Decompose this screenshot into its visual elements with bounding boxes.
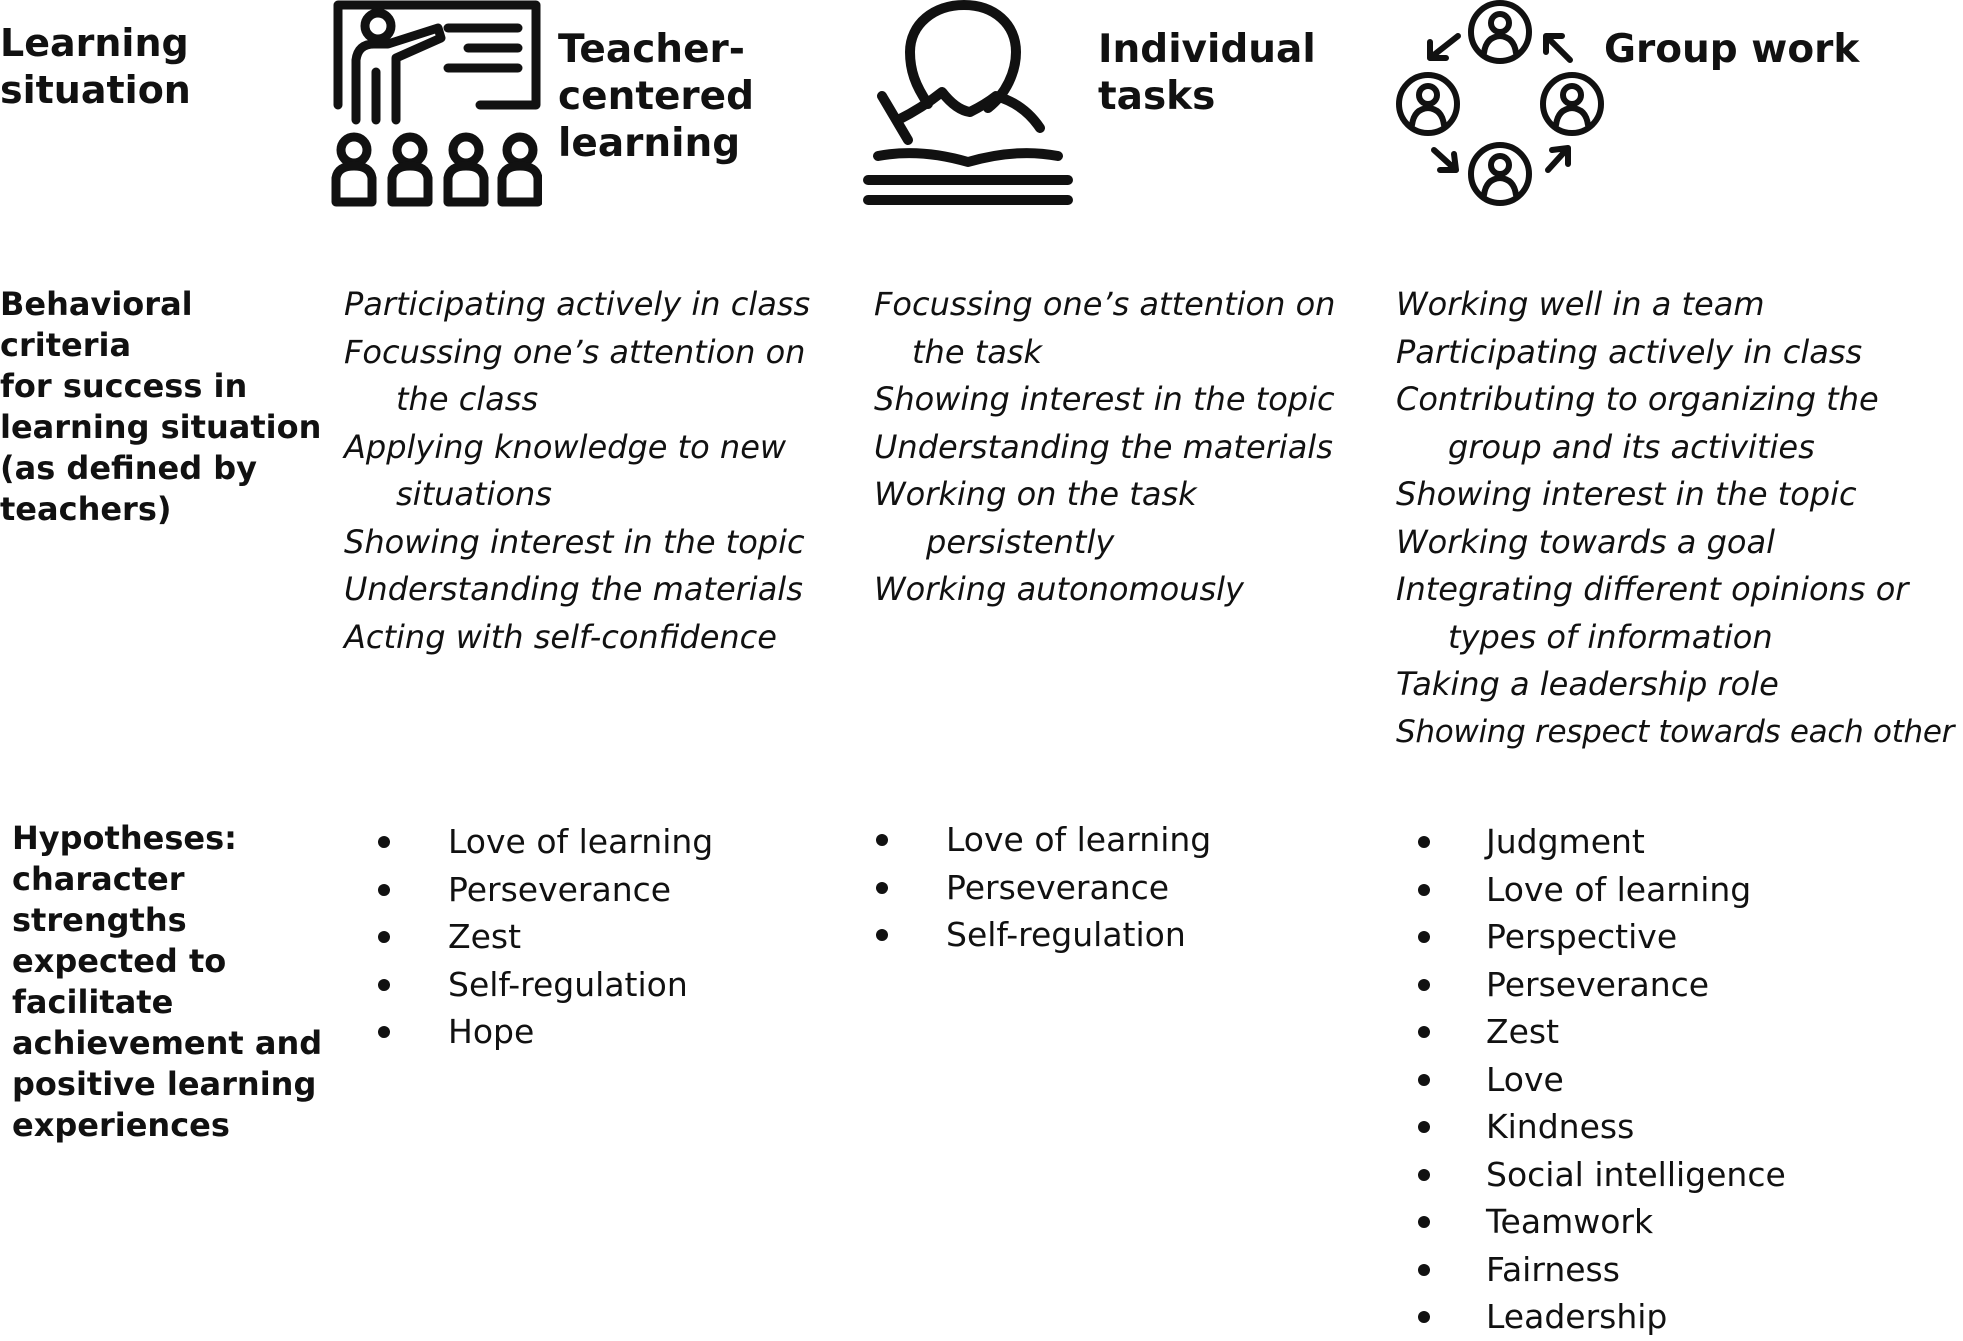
criterion-item: Showing interest in the topic bbox=[1396, 475, 1857, 513]
criterion-item-continued: types of information bbox=[1448, 617, 1773, 656]
strength-label: Zest bbox=[448, 917, 522, 956]
column-heading-line: learning bbox=[558, 121, 741, 166]
row-label-learning-situation bbox=[0, 20, 330, 114]
bullet-icon bbox=[378, 836, 390, 848]
strength-label: Teamwork bbox=[1486, 1202, 1654, 1241]
bullet-icon bbox=[876, 882, 888, 894]
column-heading-individual-tasks bbox=[1098, 26, 1316, 120]
column-heading-line: Individual bbox=[1098, 27, 1316, 72]
row-label-line: learning situation bbox=[0, 408, 322, 446]
row-label-line: for success in bbox=[0, 367, 248, 405]
bullet-icon bbox=[1418, 1026, 1430, 1038]
teacher-classroom-icon bbox=[330, 0, 542, 210]
strength-label: Perspective bbox=[1486, 917, 1678, 956]
column-heading-line: Group work bbox=[1604, 27, 1860, 72]
person-reading-icon bbox=[860, 0, 1076, 210]
criterion-item: Applying knowledge to new bbox=[344, 427, 787, 466]
row-label-line: Behavioral criteria bbox=[0, 285, 193, 364]
criterion-item: Working towards a goal bbox=[1396, 522, 1775, 561]
column-heading-line: tasks bbox=[1098, 74, 1216, 119]
strength-label: Self-regulation bbox=[946, 915, 1186, 954]
bullet-icon bbox=[1418, 1121, 1430, 1133]
column-heading-line: Teacher- bbox=[558, 27, 745, 72]
row-label-line: situation bbox=[0, 68, 191, 112]
row-label-line: Learning bbox=[0, 21, 189, 65]
column-heading-teacher-centered bbox=[558, 26, 754, 167]
strength-label: Kindness bbox=[1486, 1107, 1635, 1146]
row-label-line: expected to bbox=[12, 942, 227, 980]
criterion-item: Showing interest in the topic bbox=[874, 380, 1335, 418]
criteria-list-individual-tasks bbox=[874, 281, 1335, 614]
group-cycle-arrow-icon bbox=[1536, 22, 1586, 72]
strength-label: Social intelligence bbox=[1486, 1154, 1786, 1194]
criterion-item: Focussing one’s attention on bbox=[874, 285, 1336, 323]
strength-label: Judgment bbox=[1486, 822, 1645, 861]
criterion-item: Focussing one’s attention on bbox=[344, 332, 806, 371]
criterion-item-continued: persistently bbox=[926, 522, 1115, 561]
criterion-item: Working well in a team bbox=[1396, 285, 1765, 323]
row-label-line: achievement and bbox=[12, 1024, 323, 1062]
criterion-item: Contributing to organizing the bbox=[1396, 380, 1879, 418]
strength-label: Perseverance bbox=[946, 867, 1170, 907]
criterion-item: Participating actively in class bbox=[344, 285, 811, 323]
bullet-icon bbox=[876, 834, 888, 846]
strength-label: Perseverance bbox=[448, 869, 672, 909]
criteria-list-teacher-centered bbox=[344, 281, 810, 661]
strength-label: Perseverance bbox=[1486, 964, 1710, 1004]
strength-label: Love of learning bbox=[448, 822, 714, 861]
criterion-item: Integrating different opinions or bbox=[1396, 570, 1909, 608]
criteria-list-group-work bbox=[1396, 281, 1954, 756]
criterion-item-continued: the task bbox=[912, 332, 1043, 371]
strength-label: Leadership bbox=[1486, 1297, 1668, 1336]
criterion-item: Working on the task bbox=[874, 475, 1197, 513]
bullet-icon bbox=[378, 884, 390, 896]
row-label-behavioral-criteria bbox=[0, 284, 330, 530]
bullet-icon bbox=[1418, 931, 1430, 943]
strength-label: Hope bbox=[448, 1012, 535, 1051]
bullet-icon bbox=[378, 1026, 390, 1038]
bullet-icon bbox=[378, 979, 390, 991]
criterion-item-continued: the class bbox=[396, 380, 539, 418]
strength-label: Self-regulation bbox=[448, 964, 688, 1004]
criterion-item: Taking a leadership role bbox=[1396, 665, 1779, 703]
row-label-line: character strengths bbox=[12, 860, 187, 939]
bullet-icon bbox=[378, 931, 390, 943]
criterion-item: Participating actively in class bbox=[1396, 332, 1863, 371]
bullet-icon bbox=[1418, 1216, 1430, 1228]
column-heading-group-work bbox=[1604, 26, 1859, 73]
row-label-line: teachers) bbox=[0, 490, 172, 528]
strength-label: Love bbox=[1486, 1059, 1564, 1099]
row-label-line: facilitate bbox=[12, 983, 174, 1021]
bullet-icon bbox=[1418, 884, 1430, 896]
criterion-item: Understanding the materials bbox=[874, 427, 1333, 466]
column-heading-line: centered bbox=[558, 74, 755, 119]
row-label-line: experiences bbox=[12, 1106, 230, 1144]
criterion-item: Showing respect towards each other bbox=[1396, 713, 1955, 750]
group-cycle-right-person-icon bbox=[1540, 70, 1610, 180]
criterion-item-continued: group and its activities bbox=[1448, 427, 1815, 466]
bullet-icon bbox=[1418, 836, 1430, 848]
row-label-line: (as defined by bbox=[0, 449, 258, 487]
bullet-icon bbox=[876, 929, 888, 941]
row-label-line: positive learning bbox=[12, 1065, 317, 1103]
strength-label: Love of learning bbox=[1486, 869, 1752, 909]
criterion-item: Showing interest in the topic bbox=[344, 522, 805, 561]
strength-label: Fairness bbox=[1486, 1249, 1620, 1289]
criterion-item: Working autonomously bbox=[874, 570, 1244, 608]
strength-label: Love of learning bbox=[946, 820, 1212, 859]
criterion-item: Understanding the materials bbox=[344, 570, 803, 608]
bullet-icon bbox=[1418, 979, 1430, 991]
bullet-icon bbox=[1418, 1311, 1430, 1323]
bullet-icon bbox=[1418, 1074, 1430, 1086]
criterion-item-continued: situations bbox=[396, 475, 552, 513]
bullet-icon bbox=[1418, 1264, 1430, 1276]
row-label-line: Hypotheses: bbox=[12, 819, 237, 857]
strength-label: Zest bbox=[1486, 1012, 1560, 1051]
bullet-icon bbox=[1418, 1169, 1430, 1181]
criterion-item: Acting with self-confidence bbox=[344, 617, 777, 656]
row-label-hypotheses bbox=[12, 818, 342, 1146]
